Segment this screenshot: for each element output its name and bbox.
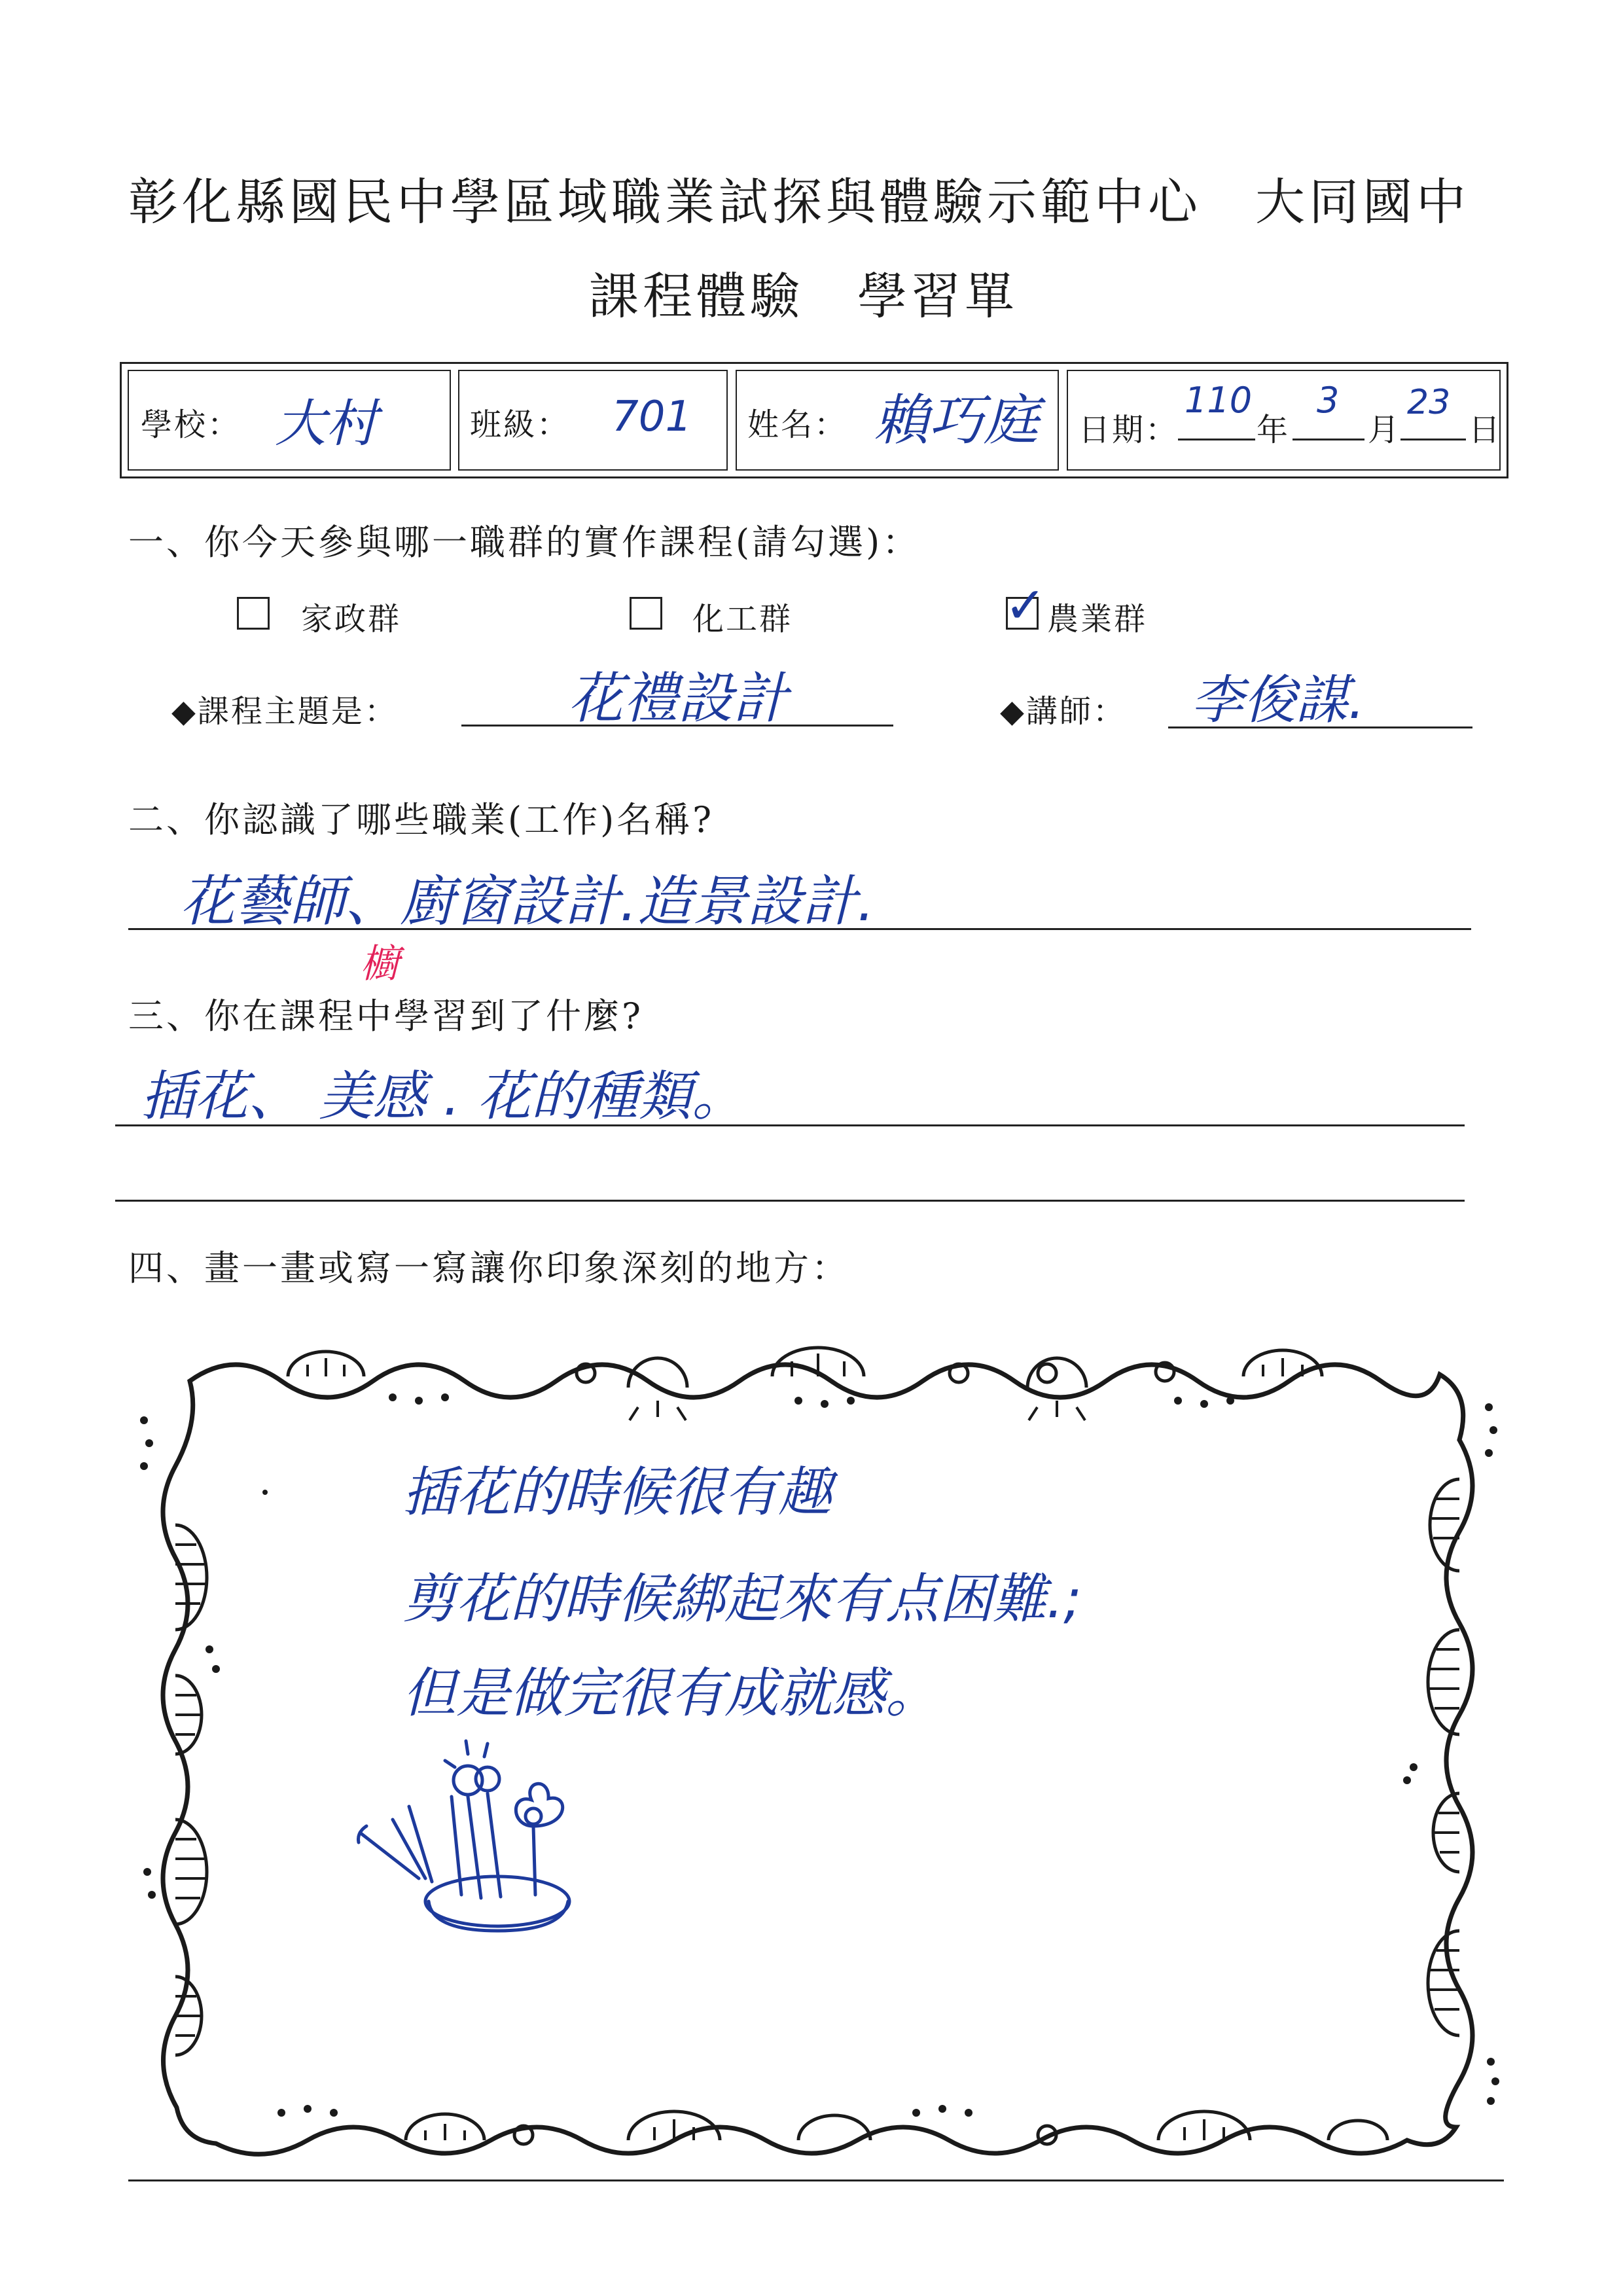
date-month-value[interactable]: 3 [1317,380,1340,421]
name-label: 姓名： [747,406,848,443]
class-value[interactable]: 701 [612,393,692,441]
answer-2-correction: 櫥 [360,941,399,987]
topic-value[interactable]: 花禮設計 [568,666,789,730]
date-day-value[interactable]: 23 [1407,383,1451,422]
name-value[interactable]: 賴巧庭 [874,388,1039,452]
answer-4-line-2[interactable]: 剪花的時候綁起來有点困難.; [402,1568,1082,1630]
answer-3[interactable]: 插花、 美感 . 花的種類。 [141,1066,746,1128]
option-home-economics: 家政群 [301,601,402,637]
page-subtitle: 課程體驗 學習單 [589,267,1018,325]
answer-2[interactable]: 花藝師、廚窗設計.造景設計. [180,869,875,933]
question-3: 三、你在課程中學習到了什麼? [128,996,643,1037]
question-2: 二、你認識了哪些職業(工作)名稱? [128,799,715,840]
teacher-label: ◆講師： [1000,693,1126,730]
school-value[interactable]: 大村 [275,395,378,454]
date-year-value[interactable]: 110 [1185,380,1253,421]
option-chemical: 化工群 [692,601,793,637]
date-year-unit: 年 [1257,412,1291,448]
class-label: 班級： [470,406,571,443]
school-label: 學校： [141,406,241,443]
date-day-unit: 日 [1469,412,1503,448]
date-month-unit: 月 [1368,412,1402,448]
answer-4-line-1[interactable]: 插花的時候很有趣 [402,1462,832,1524]
question-4: 四、畫一畫或寫一寫讓你印象深刻的地方： [128,1247,849,1289]
option-agriculture: 農業群 [1047,601,1148,637]
check-mark-icon: ✓ [1005,576,1046,634]
topic-label: ◆課程主題是： [171,693,398,730]
bottom-rule [128,2179,1504,2181]
date-label: 日期： [1079,412,1179,448]
teacher-value[interactable]: 李俊謀. [1191,670,1365,730]
page-title: 彰化縣國民中學區域職業試探與體驗示範中心 大同國中 [128,173,1470,231]
answer-4-line-3[interactable]: 但是做完很有成就感。 [402,1662,939,1725]
question-1: 一、你今天參與哪一職群的實作課程(請勾選)： [128,522,921,563]
